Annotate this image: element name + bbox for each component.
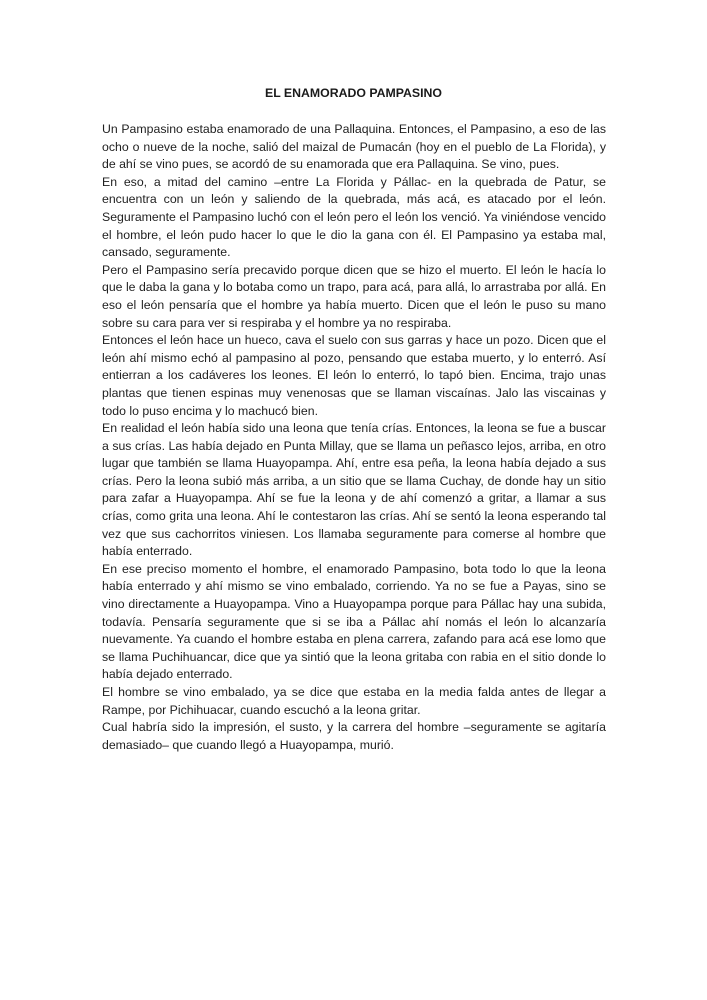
paragraph-5: En realidad el león había sido una leona que tenía crías. Entonces, la leona se fue a buscar a sus crías. Las había dejado en Punta Millay, que se llama un peñasco lejos, arriba, en otro lugar que también se llama Huayopampa. Ahí, entre esa peña, la leona había dejado a sus crías. Pero la leona subió más arriba, a un sitio que se llama Cuchay, de donde hay un sitio para zafar a Huayopampa. Ahí se fue la leona y de ahí comenzó a gritar, a llamar a sus crías, como grita una leona. Ahí le contestaron las crías. Ahí se sentó la leona esperando tal vez que sus cachorritos viniesen. Los llamaba seguramente para comerse al hombre que había enterrado. <box>102 421 606 559</box>
document-body <box>102 121 606 754</box>
paragraph-2: En eso, a mitad del camino –entre La Florida y Pállac- en la quebrada de Patur, se encuentra con un león y saliendo de la quebrada, más acá, es atacado por el león. Seguramente el Pampasino luchó con el león pero el león los venció. Ya viniéndose vencido el hombre, el león pudo hacer lo que le dio la gana con él. El Pampasino ya estaba mal, cansado, seguramente. <box>102 174 606 260</box>
paragraph-4: Entonces el león hace un hueco, cava el suelo con sus garras y hace un pozo. Dicen que el león ahí mismo echó al pampasino al pozo, pensando que estaba muerto, y lo enterró. Así entierran a los cadáveres los leones. El león lo enterró, lo tapó bien. Encima, trajo unas plantas que tienen espinas muy venenosas que se llaman viscaínas. Jalo las viscainas y todo lo puso encima y lo machucó bien. <box>102 333 606 418</box>
paragraph-7: El hombre se vino embalado, ya se dice que estaba en la media falda antes de llegar a Rampe, por Pichihuacar, cuando escuchó a la leona gritar. <box>102 685 606 717</box>
paragraph-8: Cual habría sido la impresión, el susto, y la carrera del hombre –seguramente se agitaría demasiado– que cuando llegó a Huayopampa, murió. <box>102 720 606 752</box>
paragraph-1: Un Pampasino estaba enamorado de una Pallaquina. Entonces, el Pampasino, a eso de las ocho o nueve de la noche, salió del maizal de Pumacán (hoy en el pueblo de La Florida), y de ahí se vino pues, se acordó de su enamorada que era Pallaquina. Se vino, pues. <box>102 122 606 172</box>
document-title: EL ENAMORADO PAMPASINO <box>265 86 442 100</box>
paragraph-6: En ese preciso momento el hombre, el enamorado Pampasino, bota todo lo que la leona había enterrado y ahí mismo se vino embalado, corriendo. Ya no se fue a Payas, sino se vino directamente a Huayopampa. Vino a Huayopampa porque para Pállac hay una subida, todavía. Pensaría seguramente que si se iba a Pállac ahí nomás el león lo alcanzaría nuevamente. Ya cuando el hombre estaba en plena carrera, zafando para acá ese lomo que se llama Puchihuancar, dice que ya sintió que la leona gritaba con rabia en el sitio donde lo había dejado enterrado. <box>102 561 606 682</box>
paragraph-3: Pero el Pampasino sería precavido porque dicen que se hizo el muerto. El león le hacía lo que le daba la gana y lo botaba como un trapo, para acá, para allá, lo arrastraba por allá. En eso el león pensaría que el hombre ya había muerto. Dicen que el león le puso su mano sobre su cara para ver si respiraba y el hombre ya no respiraba. <box>102 262 606 330</box>
